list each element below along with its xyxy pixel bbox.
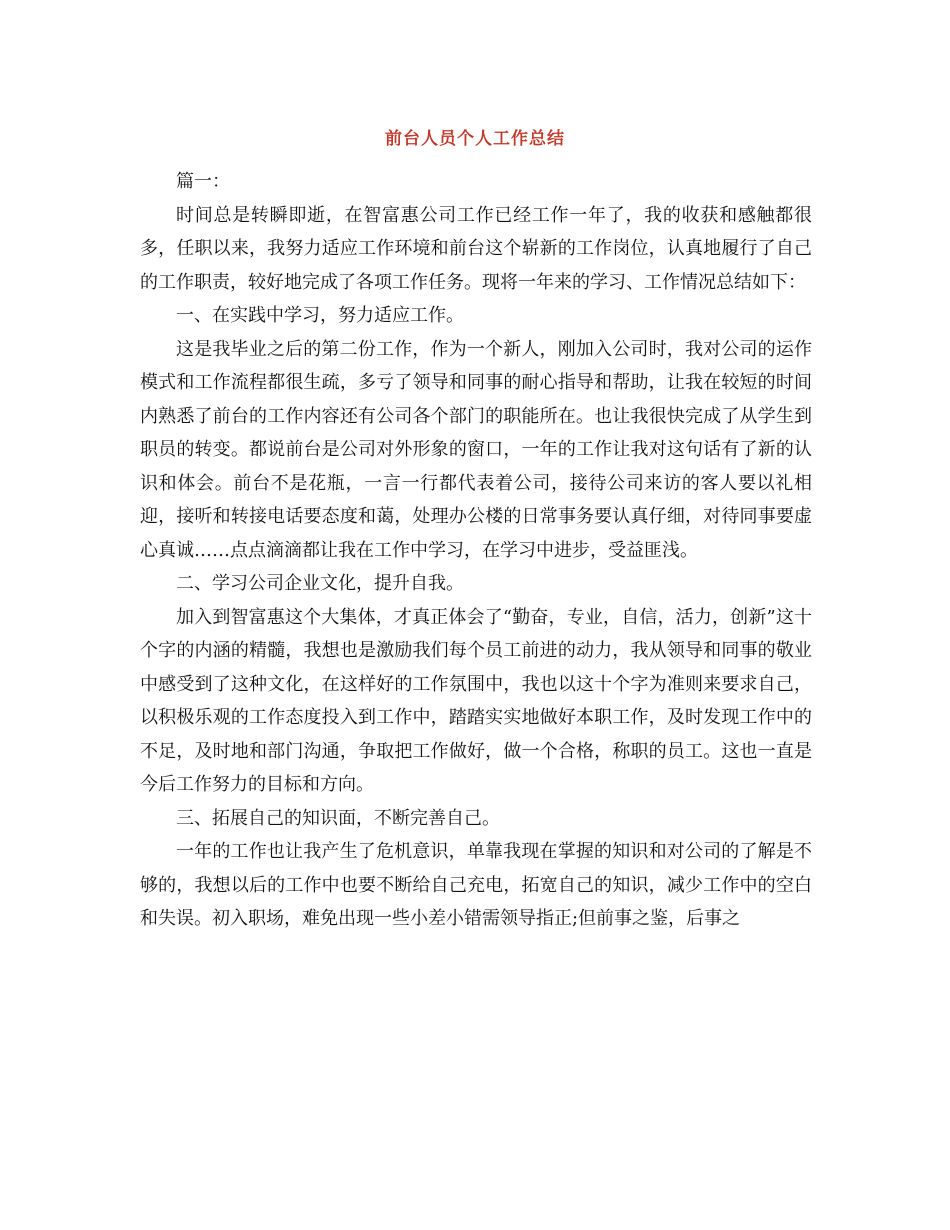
paragraph-section-1: 这是我毕业之后的第二份工作，作为一个新人，刚加入公司时，我对公司的运作模式和工作流程都很生疏，多亏了领导和同事的耐心指导和帮助，让我在较短的时间内熟悉了前台的工作内容还有公司各个部门的职能所在。也让我很快完成了从学生到职员的转变。都说前台是公司对外形象的窗口，一年的工作让我对这句话有了新的认识和体会。前台不是花瓶，一言一行都代表着公司，接待公司来访的客人要以礼相迎，接听和转接电话要态度和蔼，处理办公楼的日常事务要认真仔细，对待同事要虚心真诚……点点滴滴都让我在工作中学习，在学习中进步，受益匪浅。 [140, 338, 812, 561]
document-title: 前台人员个人工作总结 [385, 129, 565, 149]
paragraph-section-2: 加入到智富惠这个大集体，才真正体会了“勤奋，专业，自信，活力，创新”这十个字的内涵的精髓，我想也是激励我们每个员工前进的动力，我从领导和同事的敬业中感受到了这种文化，在这样好的工作氛围中，我也以这十个字为准则来要求自己，以积极乐观的工作态度投入到工作中，踏踏实实地做好本职工作，及时发现工作中的不足，及时地和部门沟通，争取把工作做好，做一个合格，称职的员工。这也一直是今后工作努力的目标和方向。 [140, 606, 812, 795]
heading-section-2: 二、学习公司企业文化，提升自我。 [176, 573, 464, 594]
paragraph-section-3: 一年的工作也让我产生了危机意识，单靠我现在掌握的知识和对公司的了解是不够的，我想以后的工作中也要不断给自己充电，拓宽自己的知识，减少工作中的空白和失误。初入职场，难免出现一些小差小错需领导指正;但前事之鉴，后事之 [140, 841, 812, 929]
heading-section-3: 三、拓展自己的知识面，不断完善自己。 [176, 807, 500, 829]
paragraph-section-label: 篇一： [176, 171, 230, 192]
paragraph-intro: 时间总是转瞬即逝，在智富惠公司工作已经工作一年了，我的收获和感触都很多，任职以来，我努力适应工作环境和前台这个崭新的工作岗位，认真地履行了自己的工作职责，较好地完成了各项工作任务。现将一年来的学习、工作情况总结如下： [140, 204, 812, 293]
document-body [140, 165, 812, 936]
heading-section-1: 一、在实践中学习，努力适应工作。 [176, 305, 464, 326]
